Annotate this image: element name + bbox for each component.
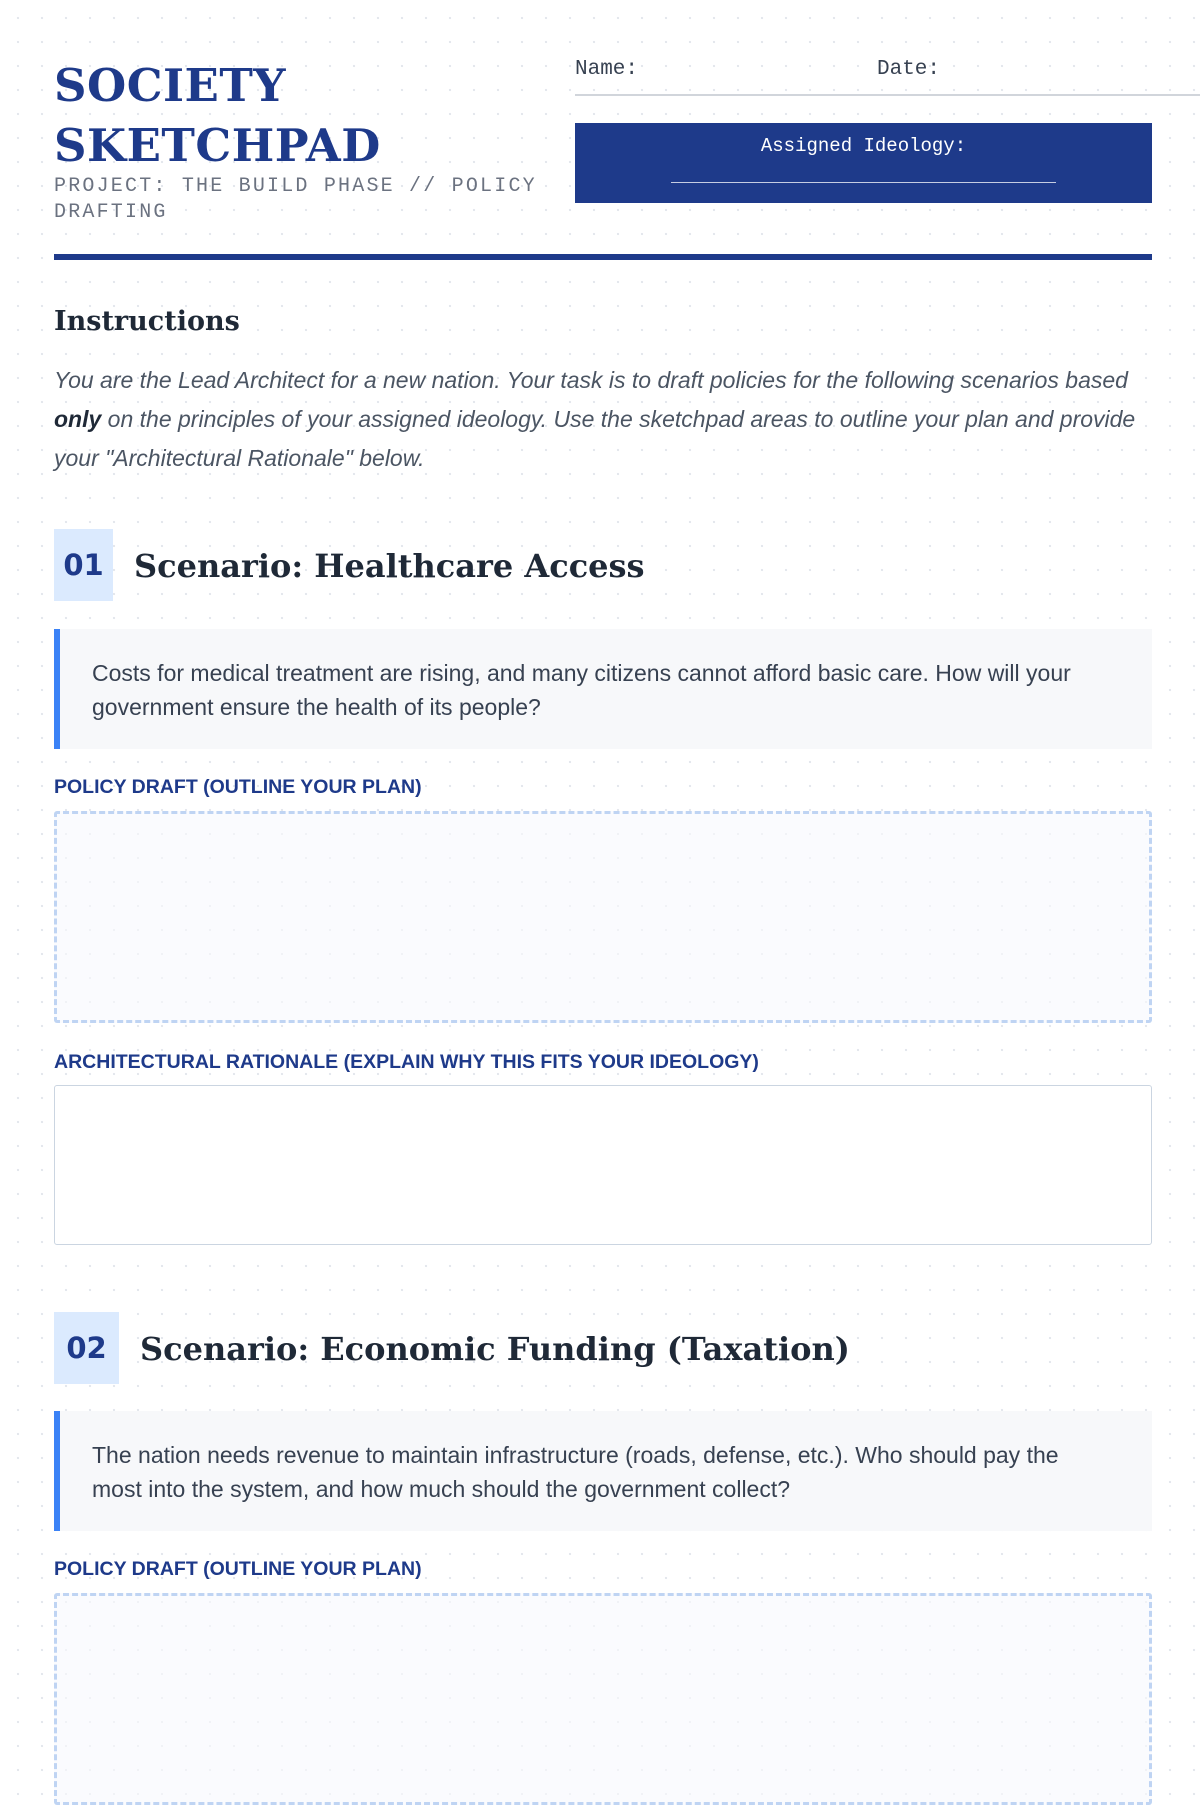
instructions-text: [54, 361, 1152, 478]
instructions-emphasis: only: [54, 406, 102, 432]
title-line-1: SOCIETY: [54, 59, 286, 112]
worksheet-title: [54, 56, 514, 176]
scenario-number-badge: 01: [54, 529, 113, 601]
scenario-title: Scenario: Economic Funding (Taxation): [140, 1330, 850, 1368]
policy-draft-area[interactable]: [54, 811, 1152, 1023]
scenario-title: Scenario: Healthcare Access: [134, 547, 645, 585]
project-subtitle: PROJECT: THE BUILD PHASE // POLICY DRAFTING: [54, 175, 537, 224]
scenario-header: [54, 529, 1152, 601]
date-field-label: Date:: [877, 58, 941, 81]
scenario-02: [54, 1312, 1152, 1580]
worksheet-header: [54, 0, 1152, 262]
scenario-prompt: Costs for medical treatment are rising, and many citizens cannot afford basic care. How will your government ensure the health of its people?: [54, 629, 1152, 749]
assigned-ideology-box[interactable]: [575, 123, 1152, 203]
instructions-text-end: on the principles of your assigned ideology. Use the sketchpad areas to outline your plan and provide your "Architectural Rationale" below.: [54, 406, 1136, 471]
worksheet-page: [54, 0, 1152, 1580]
name-field-label: Name:: [575, 58, 639, 81]
student-info-row[interactable]: [575, 54, 1200, 96]
instructions-text-start: You are the Lead Architect for a new nation. Your task is to draft policies for the following scenarios based: [54, 367, 1128, 393]
rationale-label: ARCHITECTURAL RATIONALE (EXPLAIN WHY THIS FITS YOUR IDEOLOGY): [54, 1051, 759, 1073]
header-divider: [54, 254, 1152, 260]
scenario-prompt: The nation needs revenue to maintain infrastructure (roads, defense, etc.). Who should pay the most into the system, and how much should the government collect?: [54, 1411, 1152, 1531]
policy-draft-label: POLICY DRAFT (OUTLINE YOUR PLAN): [54, 776, 422, 798]
scenario-01: [54, 529, 1152, 1073]
instructions-heading: Instructions: [54, 306, 240, 337]
ideology-label: Assigned Ideology:: [760, 135, 967, 157]
ideology-blank-line: [671, 182, 1056, 183]
scenario-number-badge: 02: [54, 1312, 119, 1384]
policy-draft-label: POLICY DRAFT (OUTLINE YOUR PLAN): [54, 1558, 422, 1580]
policy-draft-area[interactable]: [54, 1593, 1152, 1805]
rationale-area[interactable]: [54, 1085, 1152, 1245]
scenario-header: [54, 1312, 1152, 1384]
title-line-2: SKETCHPAD: [54, 119, 381, 172]
